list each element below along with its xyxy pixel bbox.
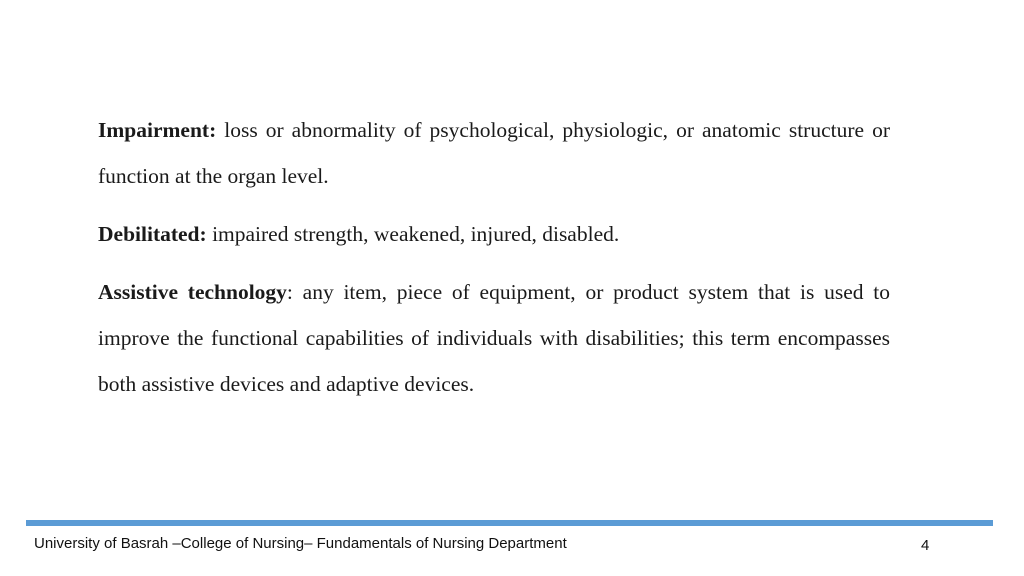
footer-department: University of Basrah –College of Nursing– Fundamentals of Nursing Department: [34, 535, 567, 552]
definition-assistive-technology: [98, 269, 890, 407]
definition-term: Assistive technology: [98, 280, 287, 304]
definition-debilitated: [98, 211, 890, 257]
definition-impairment: [98, 107, 890, 199]
definition-term: Debilitated:: [98, 222, 207, 246]
footer-divider: [26, 520, 993, 526]
definition-text: impaired strength, weakened, injured, disabled.: [206, 222, 620, 246]
definition-text: : any item, piece of equipment, or product system that is used to improve the functional capabilities of individuals with disabilities; this term encompasses both assistive devices and adaptive devices.: [98, 280, 890, 396]
slide-content: [98, 107, 890, 419]
slide-page-number: 4: [921, 537, 930, 554]
definition-text: loss or abnormality of psychological, physiologic, or anatomic structure or function at the organ level.: [98, 118, 890, 188]
definition-term: Impairment:: [98, 118, 217, 142]
